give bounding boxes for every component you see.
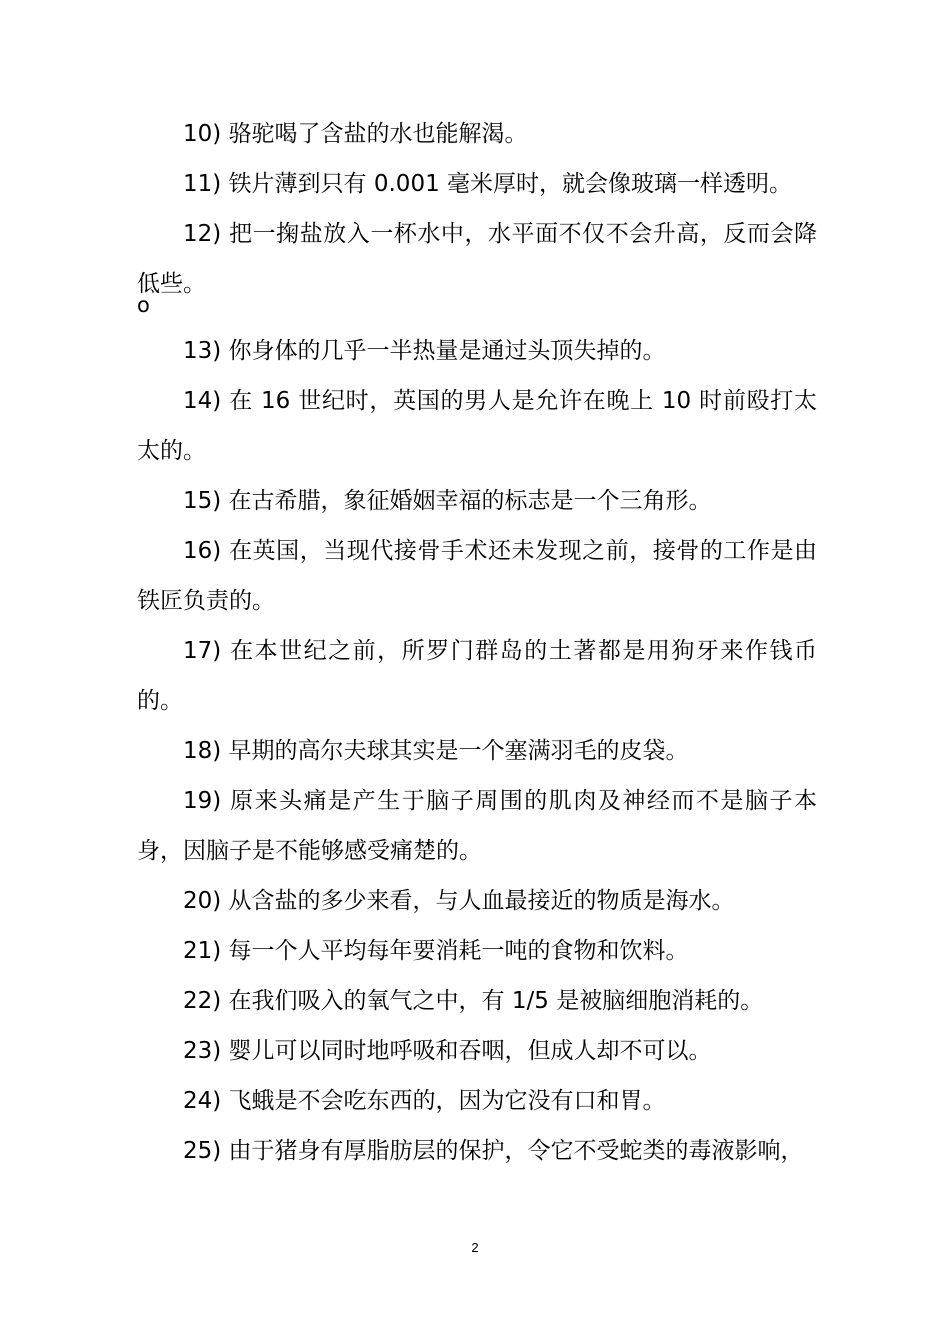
paragraph-19: 19) 原来头痛是产生于脑子周围的肌肉及神经而不是脑子本身，因脑子是不能够感受痛楚的。 xyxy=(137,788,817,864)
paragraph-13: 13) 你身体的几乎一半热量是通过头顶失掉的。 xyxy=(183,338,666,364)
paragraph-23: 23) 婴儿可以同时地呼吸和吞咽，但成人却不可以。 xyxy=(183,1038,712,1064)
paragraph-14: 14) 在 16 世纪时，英国的男人是允许在晚上 10 时前殴打太太的。 xyxy=(137,388,817,464)
paragraph-17: 17) 在本世纪之前，所罗门群岛的土著都是用狗牙来作钱币的。 xyxy=(137,638,817,714)
paragraph-15: 15) 在古希腊，象征婚姻幸福的标志是一个三角形。 xyxy=(183,488,712,514)
stray-mark: o xyxy=(137,293,150,317)
paragraph-22: 22) 在我们吸入的氧气之中，有 1/5 是被脑细胞消耗的。 xyxy=(183,988,764,1014)
paragraph-21: 21) 每一个人平均每年要消耗一吨的食物和饮料。 xyxy=(183,938,689,964)
paragraph-20: 20) 从含盐的多少来看，与人血最接近的物质是海水。 xyxy=(183,888,735,914)
paragraph-18: 18) 早期的高尔夫球其实是一个塞满羽毛的皮袋。 xyxy=(183,738,689,764)
paragraph-16: 16) 在英国，当现代接骨手术还未发现之前，接骨的工作是由铁匠负责的。 xyxy=(137,538,817,614)
paragraph-24: 24) 飞蛾是不会吃东西的，因为它没有口和胃。 xyxy=(183,1088,666,1114)
paragraph-25: 25) 由于猪身有厚脂肪层的保护，令它不受蛇类的毒液影响， xyxy=(183,1138,804,1164)
page-number: 2 xyxy=(471,1240,479,1255)
document-body xyxy=(137,109,817,1176)
paragraph-11: 11) 铁片薄到只有 0.001 毫米厚时，就会像玻璃一样透明。 xyxy=(183,171,793,197)
paragraph-12: 12) 把一掬盐放入一杯水中，水平面不仅不会升高，反而会降低些。 xyxy=(137,221,817,297)
paragraph-10: 10) 骆驼喝了含盐的水也能解渴。 xyxy=(183,121,528,147)
